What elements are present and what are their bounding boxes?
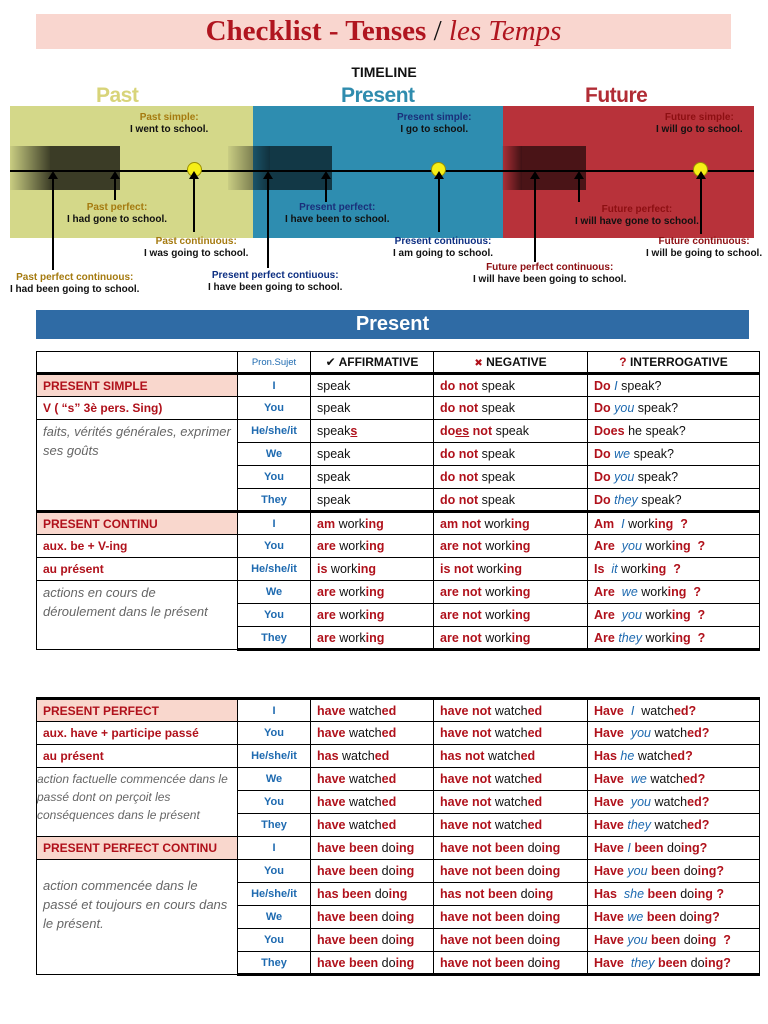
table-row xyxy=(37,558,760,581)
pronoun: You xyxy=(238,535,311,558)
arrow-future-perfect xyxy=(578,178,580,202)
pronoun: They xyxy=(238,489,311,512)
cell-negative: is not working xyxy=(434,558,588,581)
cell-interrogative: Have you been doing? xyxy=(588,860,760,883)
cell-interrogative: Are you working ? xyxy=(588,604,760,627)
cell-interrogative: Do they speak? xyxy=(588,489,760,512)
cell-interrogative: Have they watched? xyxy=(588,814,760,837)
pronoun: They xyxy=(238,952,311,975)
timeline-figure xyxy=(10,82,763,304)
cell-affirmative: speak xyxy=(311,397,434,420)
cell-affirmative: speak xyxy=(311,374,434,397)
duration-band-past xyxy=(50,146,120,190)
cell-interrogative: Do I speak? xyxy=(588,374,760,397)
header-empty xyxy=(37,352,238,374)
cell-affirmative: have watched xyxy=(311,699,434,722)
cell-affirmative: speak xyxy=(311,466,434,489)
table-present-simple-continu xyxy=(36,351,760,651)
pronoun: You xyxy=(238,860,311,883)
zone-label-past: Past xyxy=(96,84,139,107)
table-row xyxy=(37,722,760,745)
table-present-perfect xyxy=(36,697,760,976)
label-present-simple: Present simple: I go to school. xyxy=(397,112,472,135)
label-present-perfect: Present perfect: I have been to school. xyxy=(285,202,390,225)
cell-negative: has not watched xyxy=(434,745,588,768)
cell-negative: have not watched xyxy=(434,791,588,814)
cell-interrogative: Have I been doing? xyxy=(588,837,760,860)
cell-interrogative: Am I working ? xyxy=(588,512,760,535)
arrow-present-perfect-continuous xyxy=(267,178,269,268)
cell-negative: have not been doing xyxy=(434,952,588,975)
tense-description-present-perfect: action factuelle commencée dans le passé dont on perçoit les conséquences dans le présent xyxy=(37,768,238,837)
zone-label-present: Present xyxy=(341,84,415,107)
cell-interrogative: Has she been doing ? xyxy=(588,883,760,906)
cell-affirmative: are working xyxy=(311,604,434,627)
label-future-continuous: Future continuous: I will be going to school. xyxy=(646,236,763,259)
label-future-simple: Future simple: I will go to school. xyxy=(656,112,743,135)
cell-interrogative: Have you been doing ? xyxy=(588,929,760,952)
table-row xyxy=(37,837,760,860)
cell-interrogative: Do you speak? xyxy=(588,466,760,489)
pronoun: You xyxy=(238,466,311,489)
band-fade-future xyxy=(502,146,522,190)
tense-rule-present-perfect: aux. have + participe passé xyxy=(37,722,238,745)
cell-affirmative: has watched xyxy=(311,745,434,768)
pronoun: I xyxy=(238,374,311,397)
header-affirmative: ✔ AFFIRMATIVE xyxy=(311,352,434,374)
cell-negative: have not been doing xyxy=(434,837,588,860)
cell-affirmative: have been doing xyxy=(311,860,434,883)
band-fade-present xyxy=(228,146,270,190)
header-negative: ✖ NEGATIVE xyxy=(434,352,588,374)
pronoun: We xyxy=(238,443,311,466)
arrow-future-perfect-continuous xyxy=(534,178,536,262)
cell-affirmative: speak xyxy=(311,489,434,512)
zone-label-future: Future xyxy=(585,84,648,107)
cell-negative: have not watched xyxy=(434,699,588,722)
cell-negative: have not been doing xyxy=(434,906,588,929)
label-past-continuous: Past continuous: I was going to school. xyxy=(144,236,249,259)
cross-icon: ✖ xyxy=(474,358,483,369)
tense-rule-present-continu: aux. be + V-ing xyxy=(37,535,238,558)
pronoun: I xyxy=(238,699,311,722)
arrow-present-perfect xyxy=(325,178,327,202)
cell-affirmative: are working xyxy=(311,581,434,604)
cell-negative: do not speak xyxy=(434,466,588,489)
cell-affirmative: have been doing xyxy=(311,906,434,929)
cell-interrogative: Have I watched? xyxy=(588,699,760,722)
tense-rule2-present-continu: au présent xyxy=(37,558,238,581)
cell-negative: am not working xyxy=(434,512,588,535)
pronoun: I xyxy=(238,512,311,535)
pronoun: You xyxy=(238,604,311,627)
pronoun: We xyxy=(238,581,311,604)
label-future-perfect: Future perfect: I will have gone to school. xyxy=(575,204,699,227)
table-row xyxy=(37,699,760,722)
cell-interrogative: Are you working ? xyxy=(588,535,760,558)
cell-interrogative: Have you watched? xyxy=(588,791,760,814)
tense-rule2-present-perfect: au présent xyxy=(37,745,238,768)
cell-negative: do not speak xyxy=(434,443,588,466)
pronoun: He/she/it xyxy=(238,420,311,443)
label-past-simple: Past simple: I went to school. xyxy=(130,112,209,135)
cell-negative: do not speak xyxy=(434,397,588,420)
arrow-present-continuous xyxy=(438,178,440,232)
duration-band-present xyxy=(270,146,332,190)
arrow-future-continuous xyxy=(700,178,702,234)
cell-affirmative: are working xyxy=(311,627,434,650)
cell-affirmative: is working xyxy=(311,558,434,581)
table-row xyxy=(37,860,760,883)
arrow-past-perfect-continuous xyxy=(52,178,54,270)
timeline-title: TIMELINE xyxy=(351,64,417,80)
label-present-continuous: Present continuous: I am going to school. xyxy=(393,236,493,259)
table-header-row xyxy=(37,352,760,374)
tense-description-present-continu: actions en cours de déroulement dans le présent xyxy=(37,581,238,650)
cell-negative: are not working xyxy=(434,604,588,627)
cell-negative: are not working xyxy=(434,627,588,650)
cell-affirmative: have watched xyxy=(311,791,434,814)
cell-interrogative: Have we been doing? xyxy=(588,906,760,929)
table-row xyxy=(37,420,760,443)
cell-affirmative: have watched xyxy=(311,814,434,837)
pronoun: I xyxy=(238,837,311,860)
cell-negative: do not speak xyxy=(434,489,588,512)
cell-affirmative: am working xyxy=(311,512,434,535)
table-row xyxy=(37,581,760,604)
table-row xyxy=(37,512,760,535)
cell-affirmative: are working xyxy=(311,535,434,558)
label-past-perfect: Past perfect: I had gone to school. xyxy=(67,202,167,225)
label-present-perfect-continuous: Present perfect contiuous: I have been going to school. xyxy=(208,270,343,293)
tense-description-present-perfect-continu: action commencée dans le passé et toujours en cours dans le présent. xyxy=(37,860,238,975)
cell-negative: have not watched xyxy=(434,768,588,791)
cell-affirmative: have watched xyxy=(311,722,434,745)
tense-description-present-simple: faits, vérités générales, exprimer ses goûts xyxy=(37,420,238,512)
pronoun: We xyxy=(238,768,311,791)
cell-interrogative: Has he watched? xyxy=(588,745,760,768)
cell-negative: are not working xyxy=(434,581,588,604)
arrow-past-perfect xyxy=(114,178,116,200)
cell-interrogative: Have we watched? xyxy=(588,768,760,791)
cell-interrogative: Are we working ? xyxy=(588,581,760,604)
pronoun: They xyxy=(238,627,311,650)
cell-negative: are not working xyxy=(434,535,588,558)
cell-negative: have not watched xyxy=(434,722,588,745)
title-french: les Temps xyxy=(448,15,562,47)
tense-name-present-simple: PRESENT SIMPLE xyxy=(37,374,238,397)
check-icon: ✔ xyxy=(325,355,336,369)
pronoun: You xyxy=(238,929,311,952)
cell-interrogative: Have they been doing? xyxy=(588,952,760,975)
pronoun: They xyxy=(238,814,311,837)
header-pronoun: Pron.Sujet xyxy=(238,352,311,374)
pronoun: We xyxy=(238,906,311,929)
table-row xyxy=(37,397,760,420)
cell-affirmative: have been doing xyxy=(311,929,434,952)
cell-negative: have not been doing xyxy=(434,860,588,883)
tense-name-present-perfect-continu: PRESENT PERFECT CONTINU xyxy=(37,837,238,860)
duration-band-future xyxy=(522,146,586,190)
band-fade-past xyxy=(10,146,50,190)
header-interrogative: ? INTERROGATIVE xyxy=(588,352,760,374)
pronoun: You xyxy=(238,791,311,814)
cell-interrogative: Do we speak? xyxy=(588,443,760,466)
cell-interrogative: Is it working ? xyxy=(588,558,760,581)
cell-negative: has not been doing xyxy=(434,883,588,906)
arrow-past-continuous xyxy=(193,178,195,232)
pronoun: He/she/it xyxy=(238,745,311,768)
pronoun: He/she/it xyxy=(238,883,311,906)
pronoun: You xyxy=(238,722,311,745)
section-header-present: Present xyxy=(36,310,749,339)
cell-interrogative: Does he speak? xyxy=(588,420,760,443)
cell-affirmative: speak xyxy=(311,443,434,466)
title-separator: / xyxy=(426,15,449,47)
cell-interrogative: Have you watched? xyxy=(588,722,760,745)
tense-rule-present-simple: V ( “s” 3è pers. Sing) xyxy=(37,397,238,420)
cell-affirmative: have watched xyxy=(311,768,434,791)
time-axis xyxy=(10,170,754,172)
page-title xyxy=(36,14,731,49)
pronoun: You xyxy=(238,397,311,420)
cell-affirmative: have been doing xyxy=(311,952,434,975)
label-past-perfect-continuous: Past perfect continuous: I had been going to school. xyxy=(10,272,140,295)
table-row xyxy=(37,768,760,791)
question-icon: ? xyxy=(619,355,627,369)
cell-affirmative: speaks xyxy=(311,420,434,443)
cell-affirmative: has been doing xyxy=(311,883,434,906)
cell-negative: does not speak xyxy=(434,420,588,443)
tense-name-present-continu: PRESENT CONTINU xyxy=(37,512,238,535)
title-main: Checklist - Tenses xyxy=(205,15,427,47)
table-row xyxy=(37,745,760,768)
cell-negative: have not been doing xyxy=(434,929,588,952)
cell-negative: have not watched xyxy=(434,814,588,837)
table-row xyxy=(37,535,760,558)
cell-interrogative: Are they working ? xyxy=(588,627,760,650)
cell-negative: do not speak xyxy=(434,374,588,397)
cell-interrogative: Do you speak? xyxy=(588,397,760,420)
tense-name-present-perfect: PRESENT PERFECT xyxy=(37,699,238,722)
label-future-perfect-continuous: Future perfect continuous: I will have been going to school. xyxy=(473,262,627,285)
table-row xyxy=(37,374,760,397)
cell-affirmative: have been doing xyxy=(311,837,434,860)
pronoun: He/she/it xyxy=(238,558,311,581)
